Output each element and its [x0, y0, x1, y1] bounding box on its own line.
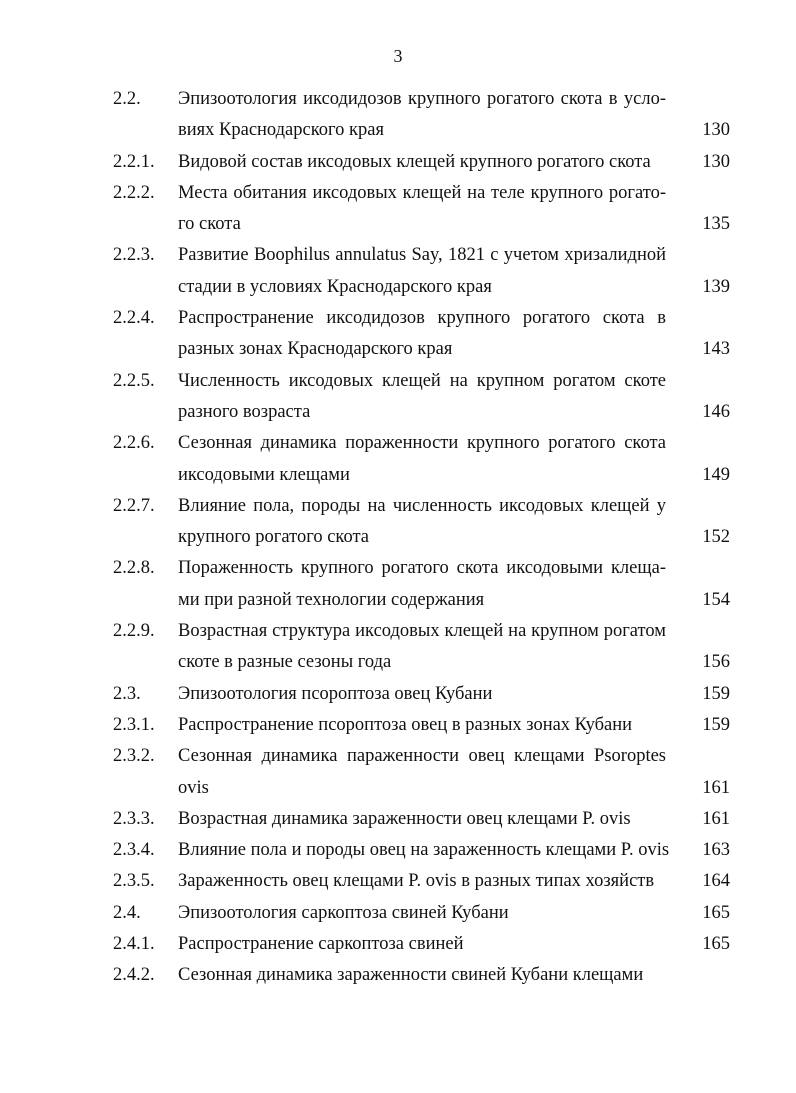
table-of-contents	[0, 84, 796, 992]
toc-entry-title: разного возраста	[178, 401, 311, 422]
toc-line	[0, 835, 796, 866]
toc-entry-title: Распространение псороптоза овец в разных зонах Кубани	[178, 714, 633, 735]
toc-line	[0, 553, 796, 584]
toc-entry-title: Распространение саркоптоза свиней	[178, 934, 464, 955]
toc-line	[0, 929, 796, 960]
toc-entry-title: Распространение иксодидозов крупного рогатого скота в	[178, 308, 666, 329]
toc-entry-title: Эпизоотология псороптоза овец Кубани	[178, 683, 493, 704]
toc-entry-number: 2.3.1.	[113, 714, 155, 735]
toc-entry-number: 2.4.	[113, 902, 141, 923]
toc-entry-title: ovis	[178, 777, 209, 798]
toc-entry-number: 2.2.3.	[113, 245, 155, 266]
toc-line	[0, 773, 796, 804]
toc-entry-page: 154	[702, 589, 730, 610]
toc-entry-page: 149	[702, 464, 730, 485]
toc-entry-title: Пораженность крупного рогатого скота иксодовыми клеща-	[178, 558, 666, 579]
toc-entry-page: 143	[702, 339, 730, 360]
toc-entry-page: 164	[702, 871, 730, 892]
toc-line	[0, 334, 796, 365]
toc-entry-title: Сезонная динамика пораженности крупного рогатого скота	[178, 433, 666, 454]
toc-entry-number: 2.2.	[113, 89, 141, 109]
toc-line	[0, 647, 796, 678]
toc-line	[0, 804, 796, 835]
toc-entry-page: 163	[702, 840, 730, 861]
toc-line	[0, 240, 796, 271]
toc-line	[0, 397, 796, 428]
toc-entry-page: 130	[702, 120, 730, 141]
toc-entry-number: 2.3.5.	[113, 871, 155, 892]
toc-entry-title: скоте в разные сезоны года	[178, 652, 392, 673]
toc-entry-page: 159	[702, 683, 730, 704]
toc-entry-page: 146	[702, 401, 730, 422]
toc-entry-title: Видовой состав иксодовых клещей крупного рогатого скота	[178, 151, 651, 172]
toc-line	[0, 272, 796, 303]
toc-line	[0, 303, 796, 334]
toc-entry-page: 139	[702, 276, 730, 297]
toc-entry-page: 165	[702, 934, 730, 955]
toc-entry-title: Места обитания иксодовых клещей на теле крупного рогато-	[178, 182, 666, 203]
toc-entry-page: 161	[702, 808, 730, 829]
toc-entry-number: 2.4.1.	[113, 934, 155, 955]
toc-entry-number: 2.2.8.	[113, 558, 155, 579]
toc-line	[0, 866, 796, 897]
toc-entry-title: стадии в условиях Краснодарского края	[178, 276, 492, 297]
toc-entry-number: 2.2.6.	[113, 433, 155, 454]
toc-line	[0, 960, 796, 991]
toc-entry-number: 2.3.3.	[113, 808, 155, 829]
toc-entry-page: 135	[702, 214, 730, 235]
toc-entry-number: 2.3.	[113, 683, 141, 704]
toc-line	[0, 428, 796, 459]
toc-entry-title: Влияние пола и породы овец на зараженность клещами P. ovis	[178, 840, 670, 861]
toc-line	[0, 679, 796, 710]
toc-entry-title: Развитие Boophilus annulatus Say, 1821 с учетом хризалидной	[178, 245, 666, 266]
toc-entry-number: 2.2.7.	[113, 495, 155, 516]
toc-entry-page: 161	[702, 777, 730, 798]
page-number: 3	[393, 46, 403, 66]
toc-entry-number: 2.4.2.	[113, 965, 155, 986]
toc-line	[0, 115, 796, 146]
toc-line	[0, 178, 796, 209]
toc-line	[0, 491, 796, 522]
toc-line	[0, 84, 796, 115]
toc-entry-number: 2.3.4.	[113, 840, 155, 861]
toc-entry-number: 2.2.4.	[113, 308, 155, 329]
toc-entry-title: го скота	[178, 214, 241, 235]
toc-entry-title: разных зонах Краснодарского края	[178, 339, 453, 360]
toc-entry-title: Эпизоотология саркоптоза свиней Кубани	[178, 902, 509, 923]
toc-entry-title: Зараженность овец клещами P. ovis в разных типах хозяйств	[178, 871, 655, 892]
toc-entry-title: ми при разной технологии содержания	[178, 589, 485, 610]
toc-entry-title: Сезонная динамика зараженности свиней Кубани клещами	[178, 965, 644, 986]
toc-entry-title: Возрастная динамика зараженности овец клещами P. ovis	[178, 808, 631, 829]
toc-entry-title: иксодовыми клещами	[178, 464, 350, 485]
toc-entry-page: 130	[702, 151, 730, 172]
toc-entry-title: Эпизоотология иксодидозов крупного рогатого скота в усло-	[178, 89, 666, 109]
toc-line	[0, 616, 796, 647]
toc-entry-page: 156	[702, 652, 730, 673]
toc-line	[0, 522, 796, 553]
toc-entry-title: Численность иксодовых клещей на крупном рогатом скоте	[178, 370, 666, 391]
toc-entry-title: Влияние пола, породы на численность иксодовых клещей у	[178, 495, 666, 516]
toc-entry-number: 2.2.9.	[113, 621, 155, 642]
toc-entry-title: Возрастная структура иксодовых клещей на крупном рогатом	[178, 621, 666, 642]
toc-entry-page: 152	[702, 527, 730, 548]
toc-entry-number: 2.2.2.	[113, 182, 155, 203]
toc-entry-number: 2.2.5.	[113, 370, 155, 391]
toc-line	[0, 710, 796, 741]
toc-line	[0, 147, 796, 178]
toc-line	[0, 741, 796, 772]
toc-entry-page: 159	[702, 714, 730, 735]
toc-line	[0, 460, 796, 491]
toc-entry-title: Сезонная динамика параженности овец клещами Psoroptes	[178, 746, 666, 767]
toc-line	[0, 209, 796, 240]
toc-entry-page: 165	[702, 902, 730, 923]
toc-entry-title: виях Краснодарского края	[178, 120, 384, 141]
toc-entry-number: 2.2.1.	[113, 151, 155, 172]
toc-entry-number: 2.3.2.	[113, 746, 155, 767]
toc-entry-title: крупного рогатого скота	[178, 527, 369, 548]
toc-line	[0, 366, 796, 397]
toc-line	[0, 898, 796, 929]
toc-line	[0, 585, 796, 616]
